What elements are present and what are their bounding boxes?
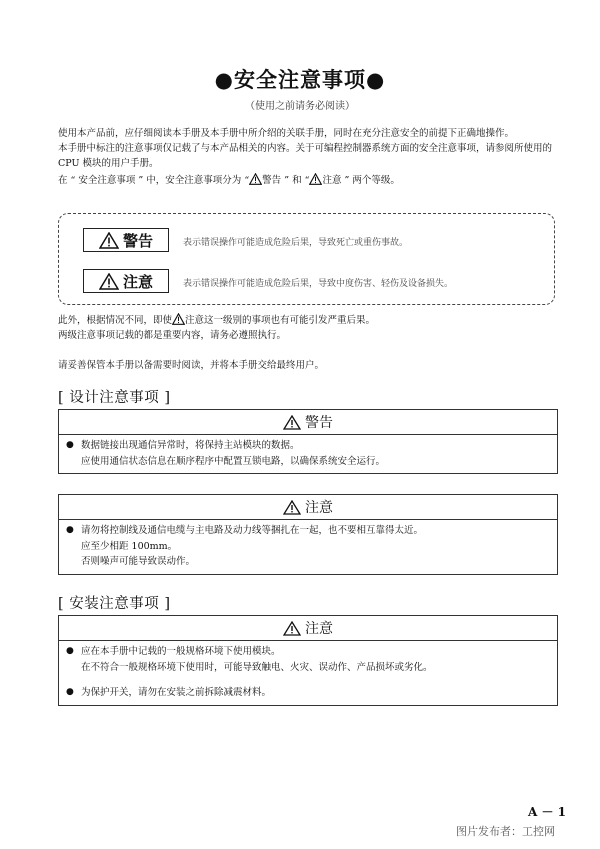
intro-warning-word: 警告 (262, 175, 282, 186)
after-paragraph-1 (58, 313, 558, 328)
item-line: 应使用通信状态信息在顺序程序中配置互锁电路，以确保系统安全运行。 (81, 455, 386, 467)
intro-paragraph-3-part-c: ” 两个等级。 (341, 175, 400, 186)
after-paragraphs (58, 313, 558, 373)
item-line: 数据链接出现通信异常时，将保持主站模块的数据。 (81, 440, 300, 451)
page-subtitle: （使用之前请务必阅读） (245, 101, 355, 112)
install-caution-body (59, 641, 557, 705)
after-paragraph-1-part-b: 这一级别的事项也有可能引发严重后果。 (204, 315, 376, 326)
after-paragraph-3: 请妥善保管本手册以备需要时阅读，并将本手册交给最终用户。 (58, 360, 325, 371)
warning-level-label (83, 228, 169, 252)
safety-levels-box (58, 213, 555, 305)
warning-triangle-icon (283, 415, 301, 430)
item-line: 否则噪声可能导致误动作。 (81, 556, 196, 567)
caution-level-label (83, 269, 169, 293)
caution-triangle-icon (172, 313, 185, 325)
design-warning-header (59, 410, 557, 435)
intro-paragraph-3-part-a: 在 “ 安全注意事项 ” 中，安全注意事项分为 “ (58, 175, 250, 186)
item-line: 为保护开关，请勿在安装之前拆除减震材料。 (81, 687, 272, 698)
list-item (59, 644, 557, 675)
install-caution-title: 注意 (305, 621, 333, 637)
install-caution-box (58, 615, 558, 706)
design-caution-header (59, 495, 557, 520)
install-section-heading: [ 安装注意事项 ] (58, 596, 171, 612)
caution-level-description: 表示错误操作可能造成危险后果，导致中度伤害、轻伤及设备损失。 (183, 279, 454, 289)
list-item (59, 438, 557, 469)
publisher-watermark: 图片发布者：工控网 (456, 825, 555, 838)
design-warning-box (58, 409, 558, 474)
design-caution-body (59, 520, 557, 574)
intro-paragraph-2: 本手册中标注的注意事项仅记载了与本产品相关的内容。关于可编程控制器系统方面的安全注意事项，请参阅所使用的 CPU 模块的用户手册。 (58, 143, 553, 169)
list-item (59, 523, 557, 570)
design-warning-title: 警告 (305, 415, 333, 431)
design-section-heading: [ 设计注意事项 ] (58, 390, 171, 406)
caution-triangle-icon (99, 273, 119, 290)
design-warning-body (59, 435, 557, 473)
intro-paragraph-1: 使用本产品前，应仔细阅读本手册及本手册中所介绍的关联手册，同时在充分注意安全的前提下正确地操作。 (58, 128, 515, 139)
page-title: ●安全注意事项● (214, 67, 386, 92)
design-caution-title: 注意 (305, 500, 333, 516)
item-line: 在不符合一般规格环境下使用时，可能导致触电、火灾、误动作、产品损坏或劣化。 (81, 661, 433, 673)
bullet-icon: ● (66, 440, 74, 450)
bullet-icon: ● (66, 687, 74, 697)
caution-triangle-icon (283, 500, 301, 515)
item-line: 应至少相距 100mm。 (81, 540, 178, 552)
caution-triangle-icon (309, 173, 322, 185)
bullet-icon: ● (66, 646, 74, 656)
warning-triangle-icon (99, 232, 119, 249)
warning-triangle-icon (249, 173, 262, 185)
list-item (59, 685, 557, 701)
bullet-icon: ● (66, 525, 74, 535)
after-caution-word: 注意 (185, 315, 205, 326)
intro-paragraph-3-part-b: ” 和 “ (281, 175, 310, 186)
caution-triangle-icon (283, 621, 301, 636)
intro-paragraphs (58, 126, 558, 188)
after-paragraph-1-part-a: 此外，根据情况不同，即使 (58, 315, 173, 326)
after-paragraph-2: 两级注意事项记载的都是重要内容，请务必遵照执行。 (58, 330, 287, 341)
design-caution-box (58, 494, 558, 575)
intro-paragraph-3 (58, 173, 558, 188)
item-line: 请勿将控制线及通信电缆与主电路及动力线等捆扎在一起，也不要相互靠得太近。 (81, 525, 424, 536)
page-number: A － 1 (528, 805, 567, 819)
warning-level-description: 表示错误操作可能造成危险后果，导致死亡或重伤事故。 (183, 238, 409, 248)
warning-level-text: 警告 (122, 231, 153, 250)
caution-level-text: 注意 (122, 272, 153, 291)
install-caution-header (59, 616, 557, 641)
intro-caution-word: 注意 (322, 175, 342, 186)
item-line: 应在本手册中记载的一般规格环境下使用模块。 (81, 646, 281, 657)
